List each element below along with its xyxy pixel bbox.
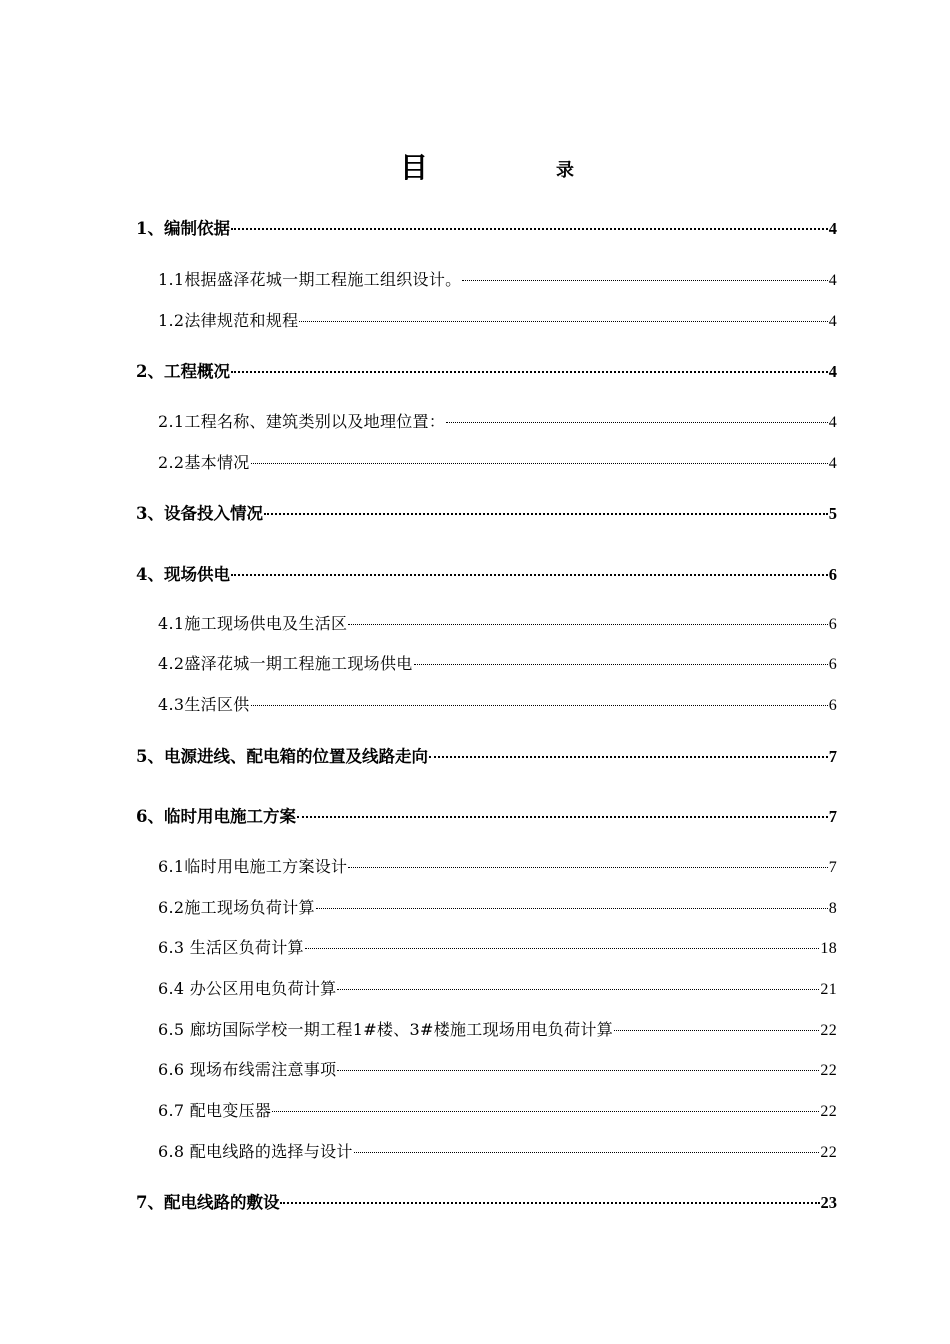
toc-entry-page: 4 [828, 219, 837, 238]
toc-entry-page: 4 [828, 414, 837, 431]
toc-entry-page: 7 [828, 747, 837, 766]
toc-entry[interactable] [158, 895, 837, 918]
toc-dot-leader [272, 1110, 819, 1112]
toc-entry-page: 6 [828, 616, 837, 633]
toc-entry-label: 1.1根据盛泽花城一期工程施工组织设计。 [158, 270, 462, 289]
toc-entry[interactable] [158, 267, 837, 290]
toc-entry[interactable] [158, 1057, 837, 1080]
toc-entry-page: 4 [828, 455, 837, 472]
toc-entry[interactable] [158, 450, 837, 473]
toc-title [0, 146, 950, 186]
toc-dot-leader [429, 755, 828, 758]
toc-entry[interactable] [158, 1139, 837, 1162]
toc-entry-label: 2.1工程名称、建筑类别以及地理位置： [158, 412, 446, 431]
toc-entry-label: 6.7 配电变压器 [158, 1101, 272, 1120]
toc-entry-page: 23 [820, 1193, 837, 1212]
toc-entry[interactable] [136, 500, 837, 524]
toc-entry-page: 22 [820, 1022, 837, 1039]
toc-entry[interactable] [158, 1098, 837, 1121]
toc-dot-leader [299, 320, 827, 322]
toc-entry-label: 4.1施工现场供电及生活区 [158, 614, 348, 633]
toc-entry[interactable] [136, 803, 837, 827]
toc-dot-leader [231, 573, 828, 576]
toc-dot-leader [462, 279, 827, 281]
toc-entry-page: 4 [828, 362, 837, 381]
toc-dot-leader [414, 663, 828, 665]
toc-entry-page: 7 [828, 807, 837, 826]
toc-entry[interactable] [158, 611, 837, 634]
toc-dot-leader [264, 512, 828, 515]
toc-entry[interactable] [158, 976, 837, 999]
toc-dot-leader [348, 866, 827, 868]
toc-entry-page: 5 [828, 504, 837, 523]
toc-dot-leader [251, 704, 828, 706]
toc-dot-leader [446, 421, 828, 423]
toc-entry-page: 4 [828, 272, 837, 289]
toc-entry[interactable] [136, 358, 837, 382]
toc-entry-label: 6.2施工现场负荷计算 [158, 898, 315, 917]
toc-entry-label: 6.5 廊坊国际学校一期工程1#楼、3#楼施工现场用电负荷计算 [158, 1020, 614, 1039]
toc-entry-label: 6、临时用电施工方案 [136, 807, 296, 826]
toc-entry[interactable] [158, 308, 837, 331]
toc-entry[interactable] [136, 561, 837, 585]
toc-entry-page: 6 [828, 565, 837, 584]
toc-entry-label: 2、工程概况 [136, 362, 230, 381]
toc-dot-leader [280, 1201, 819, 1204]
toc-dot-leader [231, 370, 828, 373]
toc-entry-label: 6.4 办公区用电负荷计算 [158, 979, 337, 998]
toc-entry-page: 22 [820, 1144, 837, 1161]
toc-entry-label: 1.2法律规范和规程 [158, 311, 299, 330]
toc-entry-page: 4 [828, 313, 837, 330]
toc-entry-label: 4.3生活区供 [158, 695, 250, 714]
toc-dot-leader [614, 1029, 819, 1031]
toc-entry[interactable] [158, 935, 837, 958]
toc-entry-page: 6 [828, 656, 837, 673]
toc-entry[interactable] [158, 651, 837, 674]
toc-entry-label: 5、电源进线、配电箱的位置及线路走向 [136, 747, 428, 766]
toc-entry-label: 6.3 生活区负荷计算 [158, 938, 304, 957]
toc-dot-leader [316, 907, 828, 909]
toc-title-char-1: 目 [400, 151, 429, 184]
toc-entry-page: 8 [828, 900, 837, 917]
toc-entry[interactable] [136, 1189, 837, 1213]
toc-dot-leader [337, 988, 819, 990]
toc-entry-label: 4.2盛泽花城一期工程施工现场供电 [158, 654, 413, 673]
toc-dot-leader [297, 815, 828, 818]
toc-entry-label: 1、编制依据 [136, 219, 230, 238]
toc-entry-label: 6.8 配电线路的选择与设计 [158, 1142, 353, 1161]
toc-dot-leader [251, 462, 828, 464]
toc-entry-label: 6.1临时用电施工方案设计 [158, 857, 348, 876]
toc-entry-label: 3、设备投入情况 [136, 504, 263, 523]
toc-dot-leader [231, 227, 828, 230]
toc-entry-label: 7、配电线路的敷设 [136, 1193, 280, 1212]
toc-dot-leader [337, 1069, 819, 1071]
toc-title-char-2: 录 [556, 160, 574, 181]
toc-entry-label: 2.2基本情况 [158, 453, 250, 472]
toc-entry[interactable] [136, 743, 837, 767]
toc-dot-leader [348, 623, 827, 625]
toc-entry-page: 22 [820, 1062, 837, 1079]
toc-entry[interactable] [136, 215, 837, 239]
toc-entry-page: 22 [820, 1103, 837, 1120]
toc-dot-leader [305, 947, 820, 949]
toc-entry-page: 6 [828, 697, 837, 714]
toc-entry[interactable] [158, 692, 837, 715]
toc-entry[interactable] [158, 854, 837, 877]
toc-entry-page: 7 [828, 859, 837, 876]
toc-entry-page: 18 [820, 940, 837, 957]
toc-entry-label: 4、现场供电 [136, 565, 230, 584]
toc-entry-page: 21 [820, 981, 837, 998]
toc-entry-label: 6.6 现场布线需注意事项 [158, 1060, 337, 1079]
toc-entry[interactable] [158, 1017, 837, 1040]
toc-dot-leader [354, 1151, 820, 1153]
toc-entry[interactable] [158, 409, 837, 432]
